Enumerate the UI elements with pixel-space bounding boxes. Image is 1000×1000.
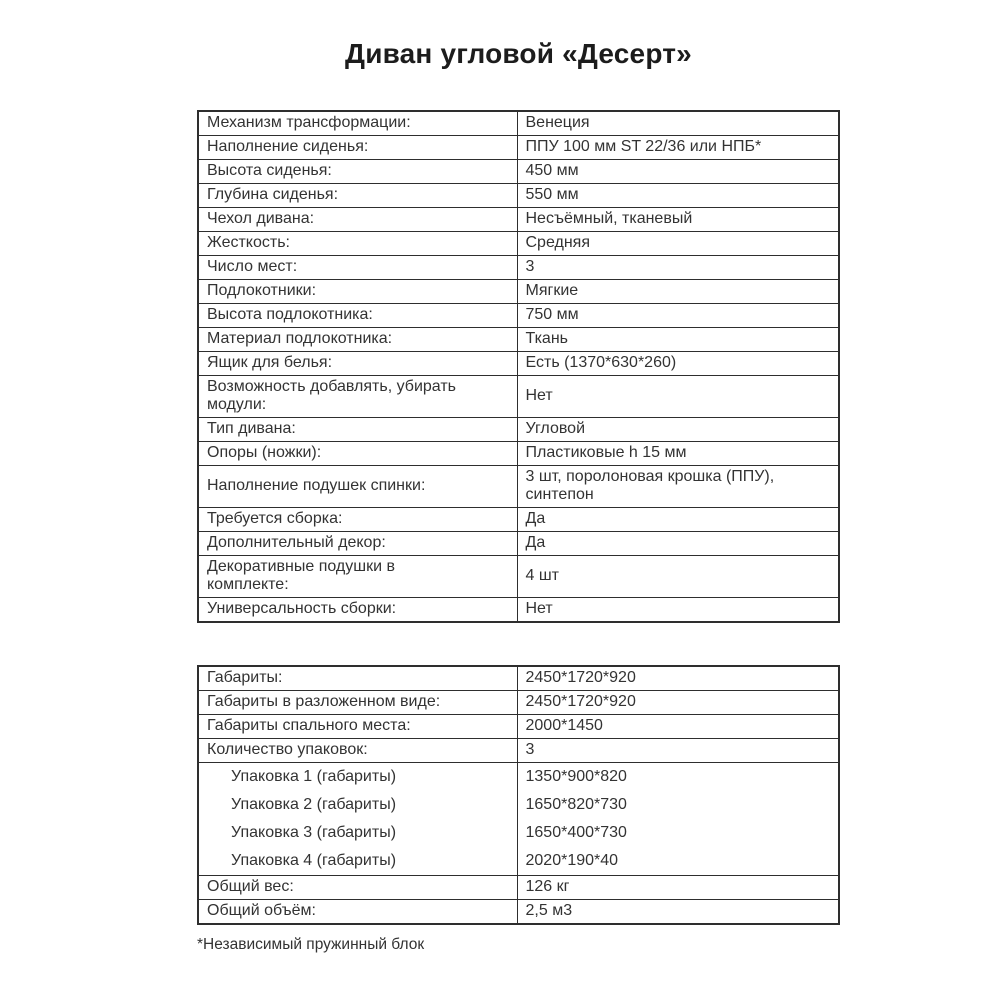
spec-value: 550 мм	[517, 184, 839, 208]
table-row	[198, 466, 839, 508]
spec-label: Высота подлокотника:	[198, 304, 517, 328]
table-row	[198, 280, 839, 304]
package-value: 1350*900*820	[517, 763, 839, 792]
spec-label: Чехол дивана:	[198, 208, 517, 232]
spec-value: Угловой	[517, 418, 839, 442]
spec-value: Несъёмный, тканевый	[517, 208, 839, 232]
table-row	[198, 666, 839, 691]
table-row	[198, 418, 839, 442]
spec-label: Тип дивана:	[198, 418, 517, 442]
spec-label: Универсальность сборки:	[198, 598, 517, 623]
spec-value: 450 мм	[517, 160, 839, 184]
package-row	[198, 847, 839, 876]
spec-label: Ящик для белья:	[198, 352, 517, 376]
package-value: 1650*820*730	[517, 791, 839, 819]
spec-label: Возможность добавлять, убирать модули:	[198, 376, 517, 418]
spec-value: 3 шт, поролоновая крошка (ППУ), синтепон	[517, 466, 839, 508]
page-title: Диван угловой «Десерт»	[345, 38, 692, 69]
spec-table	[197, 110, 840, 623]
dimensions-table	[197, 665, 840, 925]
spec-value: Средняя	[517, 232, 839, 256]
spec-label: Число мест:	[198, 256, 517, 280]
table-row	[198, 739, 839, 763]
spec-value: Нет	[517, 598, 839, 623]
table-row	[198, 208, 839, 232]
table-row	[198, 256, 839, 280]
table-row	[198, 160, 839, 184]
spec-value: Ткань	[517, 328, 839, 352]
table-row	[198, 442, 839, 466]
package-label: Упаковка 4 (габариты)	[198, 847, 517, 876]
table-row	[198, 184, 839, 208]
spec-label: Наполнение сиденья:	[198, 136, 517, 160]
dimensions-label: Габариты:	[198, 666, 517, 691]
spec-label: Глубина сиденья:	[198, 184, 517, 208]
package-label: Упаковка 2 (габариты)	[198, 791, 517, 819]
spec-label: Декоративные подушки в комплекте:	[198, 556, 517, 598]
dimensions-label: Габариты в разложенном виде:	[198, 691, 517, 715]
spec-value: 3	[517, 256, 839, 280]
table-row	[198, 900, 839, 925]
spec-label: Подлокотники:	[198, 280, 517, 304]
spec-value: Пластиковые h 15 мм	[517, 442, 839, 466]
spec-label: Высота сиденья:	[198, 160, 517, 184]
table-row	[198, 556, 839, 598]
dimensions-value: 2450*1720*920	[517, 691, 839, 715]
dimensions-label: Количество упаковок:	[198, 739, 517, 763]
dimensions-label: Габариты спального места:	[198, 715, 517, 739]
table-row	[198, 232, 839, 256]
table-row	[198, 715, 839, 739]
table-row	[198, 508, 839, 532]
spec-value: 4 шт	[517, 556, 839, 598]
spec-value: ППУ 100 мм ST 22/36 или НПБ*	[517, 136, 839, 160]
spec-sheet	[197, 0, 840, 954]
package-value: 2020*190*40	[517, 847, 839, 876]
spec-label: Опоры (ножки):	[198, 442, 517, 466]
package-row	[198, 763, 839, 792]
dimensions-value: 2450*1720*920	[517, 666, 839, 691]
table-row	[198, 876, 839, 900]
footnote: *Независимый пружинный блок	[197, 936, 425, 953]
spec-label: Материал подлокотника:	[198, 328, 517, 352]
spec-value: Мягкие	[517, 280, 839, 304]
package-label: Упаковка 1 (габариты)	[198, 763, 517, 792]
package-label: Упаковка 3 (габариты)	[198, 819, 517, 847]
spec-value: 750 мм	[517, 304, 839, 328]
spec-label: Требуется сборка:	[198, 508, 517, 532]
spec-value: Нет	[517, 376, 839, 418]
table-row	[198, 304, 839, 328]
spec-value: Есть (1370*630*260)	[517, 352, 839, 376]
table-row	[198, 328, 839, 352]
dimensions-value: 3	[517, 739, 839, 763]
spec-label: Механизм трансформации:	[198, 111, 517, 136]
table-row	[198, 136, 839, 160]
spec-label: Жесткость:	[198, 232, 517, 256]
spec-label: Наполнение подушек спинки:	[198, 466, 517, 508]
dimensions-value: 126 кг	[517, 876, 839, 900]
dimensions-value: 2000*1450	[517, 715, 839, 739]
dimensions-label: Общий вес:	[198, 876, 517, 900]
table-row	[198, 352, 839, 376]
table-row	[198, 598, 839, 623]
dimensions-value: 2,5 м3	[517, 900, 839, 925]
spec-value: Венеция	[517, 111, 839, 136]
spec-value: Да	[517, 508, 839, 532]
table-row	[198, 111, 839, 136]
dimensions-label: Общий объём:	[198, 900, 517, 925]
package-value: 1650*400*730	[517, 819, 839, 847]
table-row	[198, 691, 839, 715]
package-row	[198, 791, 839, 819]
table-row	[198, 376, 839, 418]
spec-label: Дополнительный декор:	[198, 532, 517, 556]
spec-value: Да	[517, 532, 839, 556]
table-row	[198, 532, 839, 556]
package-row	[198, 819, 839, 847]
